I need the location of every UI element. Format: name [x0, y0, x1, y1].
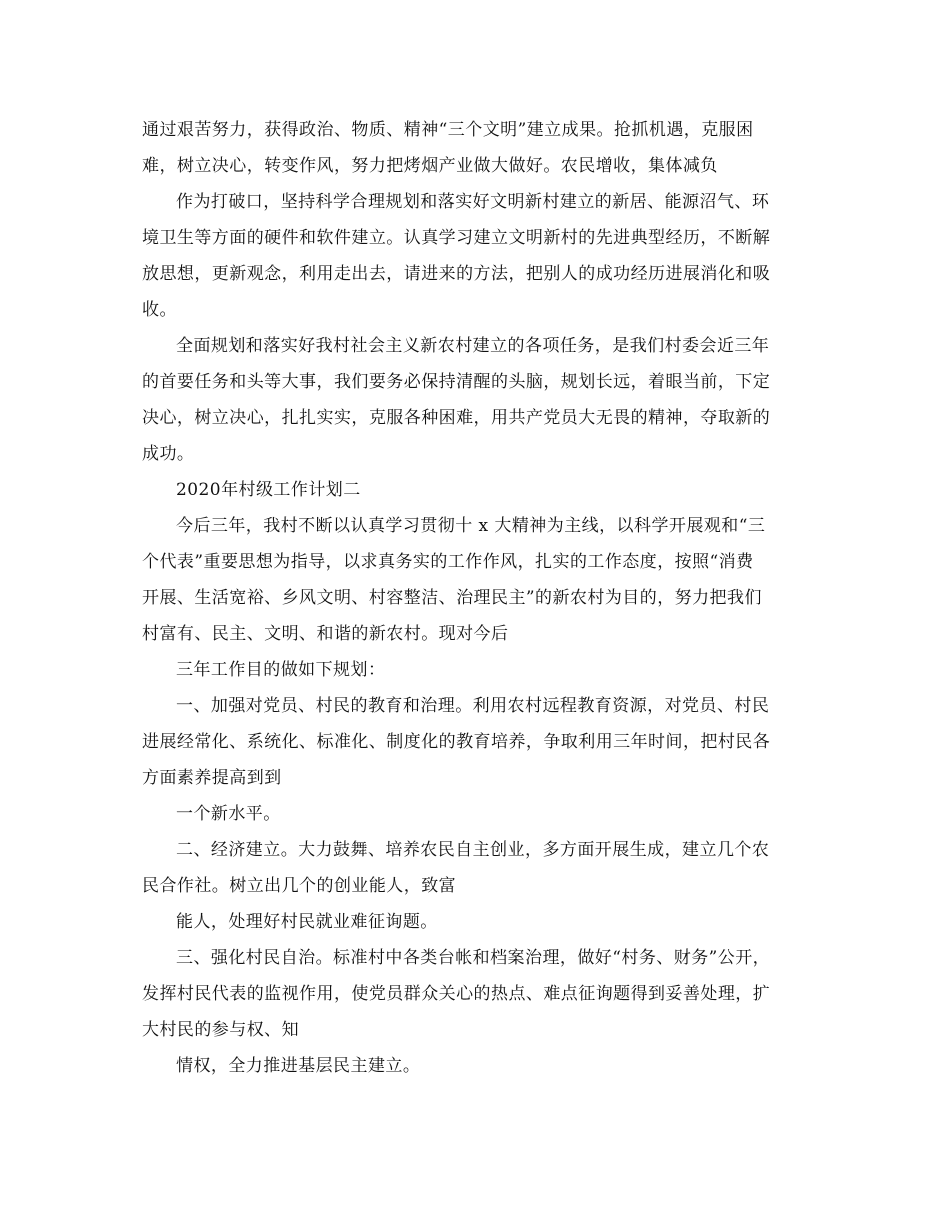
- text-line: 收。: [142, 300, 177, 320]
- text-line: 三、强化村民自治。标准村中各类台帐和档案治理，做好“村务、财务”公开，: [176, 948, 771, 968]
- text-line: 方面素养提高到到: [142, 768, 282, 788]
- text-line: 决心，树立决心，扎扎实实，克服各种困难，用共产党员大无畏的精神，夺取新的: [142, 408, 771, 428]
- text-line: 的首要任务和头等大事，我们要务必保持清醒的头脑，规划长远，着眼当前，下定: [142, 372, 771, 392]
- text-line: 通过艰苦努力，获得政治、物质、精神“三个文明”建立成果。抢抓机遇，克服困: [142, 120, 754, 140]
- text-line: 全面规划和落实好我村社会主义新农村建立的各项任务，是我们村委会近三年: [176, 336, 770, 356]
- text-line: 成功。: [142, 444, 195, 464]
- text-line: 进展经常化、系统化、标准化、制度化的教育培养，争取利用三年时间，把村民各: [142, 732, 771, 752]
- text-line: 村富有、民主、文明、和谐的新农村。现对今后: [142, 624, 509, 644]
- text-line: 大村民的参与权、知: [142, 1020, 300, 1040]
- text-line: 二、经济建立。大力鼓舞、培养农民自主创业，多方面开展生成，建立几个农: [176, 840, 770, 860]
- text-line: 民合作社。树立出几个的创业能人，致富: [142, 876, 457, 896]
- text-line: 放思想，更新观念，利用走出去，请进来的方法，把别人的成功经历进展消化和吸: [142, 264, 771, 284]
- text-line: 情权，全力推进基层民主建立。: [176, 1056, 421, 1076]
- text-line: 作为打破口，坚持科学合理规划和落实好文明新村建立的新居、能源沼气、环: [176, 192, 770, 212]
- text-line: 一、加强对党员、村民的教育和治理。利用农村远程教育资源，对党员、村民: [176, 696, 770, 716]
- text-line: 一个新水平。: [176, 804, 281, 824]
- text-line: 开展、生活宽裕、乡风文明、村容整洁、治理民主”的新农村为目的，努力把我们: [142, 588, 762, 608]
- text-line: 个代表”重要思想为指导，以求真务实的工作作风，扎实的工作态度，按照“消费: [142, 552, 754, 572]
- text-line: 境卫生等方面的硬件和软件建立。认真学习建立文明新村的先进典型经历，不断解: [142, 228, 771, 248]
- text-line: 发挥村民代表的监视作用，使党员群众关心的热点、难点征询题得到妥善处理，扩: [142, 984, 771, 1004]
- text-line: 今后三年，我村不断以认真学习贯彻十 x 大精神为主线，以科学开展观和“三: [176, 516, 766, 536]
- text-line: 难，树立决心，转变作风，努力把烤烟产业做大做好。农民增收，集体减负: [142, 156, 718, 176]
- text-line: 三年工作目的做如下规划：: [176, 660, 386, 680]
- text-line: 能人，处理好村民就业难征询题。: [176, 912, 438, 932]
- section-heading: 2020年村级工作计划二: [176, 480, 361, 500]
